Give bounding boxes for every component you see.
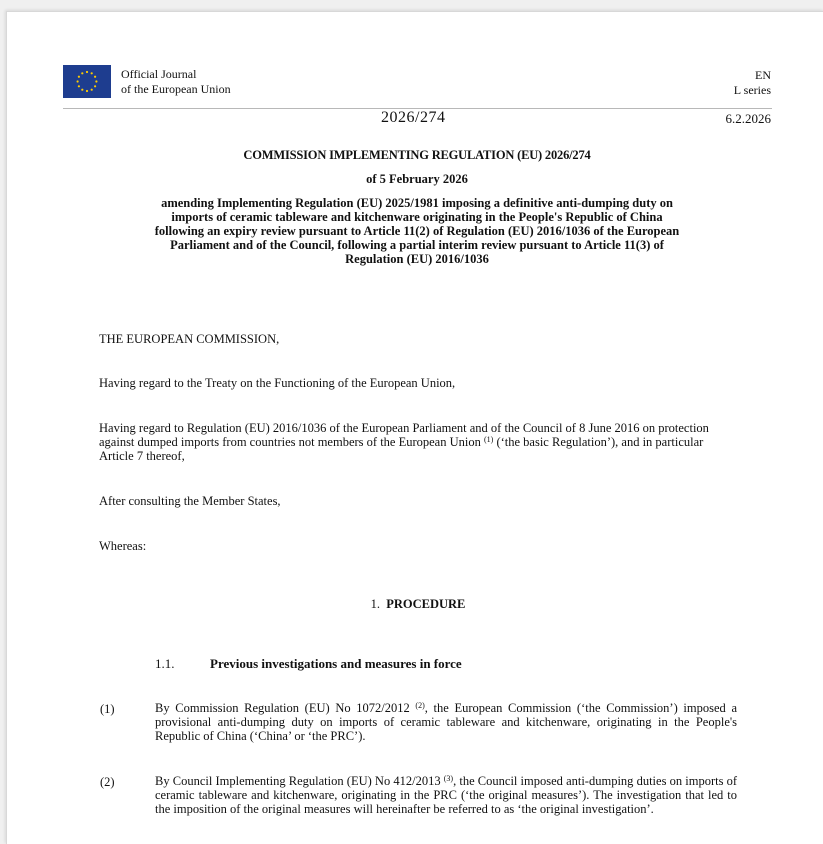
regulation-subtitle bbox=[103, 196, 731, 266]
section-heading bbox=[99, 597, 737, 612]
eu-flag-icon bbox=[63, 65, 111, 98]
regulation-date: of 5 February 2026 bbox=[366, 172, 468, 186]
journal-line-2: of the European Union bbox=[121, 82, 231, 96]
commission-heading: THE EUROPEAN COMMISSION, bbox=[99, 332, 280, 346]
recital-text-part: , the European Commission (‘the Commission’) imposed a provisional anti-dumping duty on imports of ceramic tableware and kitchenware, originating in the People's Republic of China (‘China’ or ‘the PRC’). bbox=[155, 701, 737, 743]
consultation-note: After consulting the Member States, bbox=[99, 494, 281, 508]
section-title: PROCEDURE bbox=[386, 597, 466, 611]
document-page bbox=[6, 11, 823, 844]
subtitle-line: Regulation (EU) 2016/1036 bbox=[345, 252, 489, 266]
citation-text: against dumped imports from countries not members of the European Union bbox=[99, 435, 481, 449]
regulation-title: COMMISSION IMPLEMENTING REGULATION (EU) 2026/274 bbox=[243, 148, 591, 162]
journal-line-1: Official Journal bbox=[121, 67, 197, 81]
series-label: L series bbox=[733, 83, 771, 97]
recital-text-part: , the Council imposed anti-dumping duties on imports of ceramic tableware and kitchenware, originating in the PRC (‘the original measures’). The investigation that led to the imposition of the original measures will hereinafter be referred to as ‘the original investigation’. bbox=[155, 774, 738, 816]
language-code: EN bbox=[755, 68, 771, 82]
recital-number: (1) bbox=[100, 702, 115, 716]
footnote-ref[interactable]: (3) bbox=[443, 774, 454, 783]
subsection-title: Previous investigations and measures in force bbox=[210, 656, 462, 671]
recital-number: (2) bbox=[100, 775, 115, 789]
citation-line: Article 7 thereof, bbox=[99, 449, 185, 463]
treaty-citation: Having regard to the Treaty on the Functioning of the European Union, bbox=[99, 376, 456, 390]
subtitle-line: following an expiry review pursuant to Article 11(2) of Regulation (EU) 2016/1036 of the European bbox=[154, 224, 680, 238]
journal-name bbox=[121, 67, 231, 97]
citation-line: Having regard to Regulation (EU) 2016/1036 of the European Parliament and of the Council of 8 June 2016 on protection bbox=[99, 421, 709, 435]
subtitle-line: imports of ceramic tableware and kitchenware originating in the People's Republic of China bbox=[171, 210, 663, 224]
recital-text-part: By Commission Regulation (EU) No 1072/2012 bbox=[155, 701, 410, 715]
basic-regulation-citation bbox=[99, 421, 737, 463]
series-info bbox=[734, 68, 771, 98]
section-number: 1. bbox=[370, 597, 380, 611]
footnote-ref[interactable]: (1) bbox=[484, 435, 494, 444]
recital-text-part: By Council Implementing Regulation (EU) No 412/2013 bbox=[155, 774, 441, 788]
footnote-ref[interactable]: (2) bbox=[415, 701, 425, 710]
recital-text bbox=[155, 774, 737, 816]
subtitle-line: Parliament and of the Council, following a partial interim review pursuant to Article 11(3) of bbox=[170, 238, 664, 252]
publication-date: 6.2.2026 bbox=[725, 111, 771, 126]
document-number: 2026/274 bbox=[381, 109, 446, 126]
subsection-number: 1.1. bbox=[155, 656, 175, 671]
recital-text bbox=[155, 701, 737, 743]
citation-text: (‘the basic Regulation’), and in particular bbox=[496, 435, 704, 449]
subtitle-line: amending Implementing Regulation (EU) 2025/1981 imposing a definitive anti-dumping duty on bbox=[161, 196, 673, 210]
whereas-label: Whereas: bbox=[99, 539, 147, 553]
citation-line bbox=[99, 435, 737, 449]
